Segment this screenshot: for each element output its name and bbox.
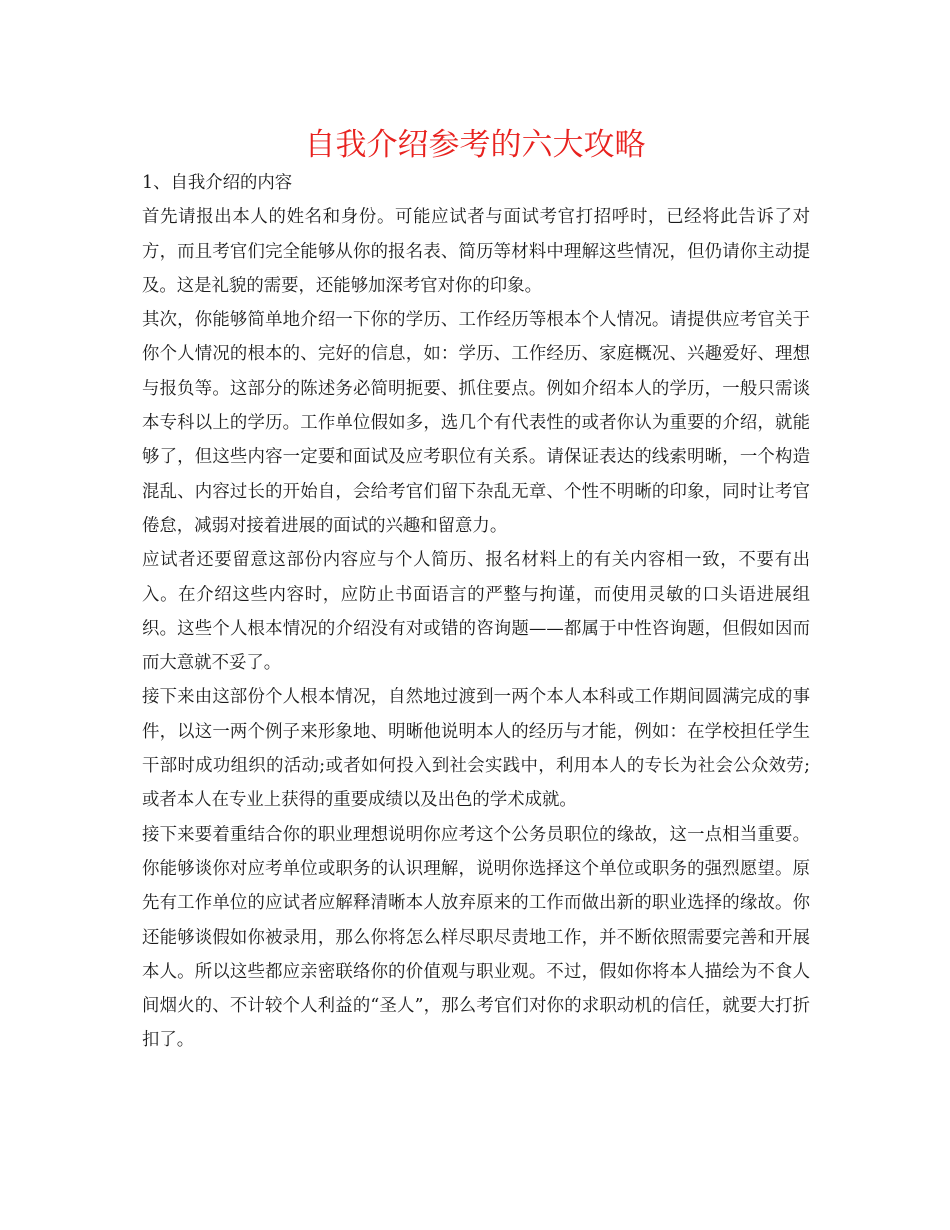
section-heading: 1、自我介绍的内容 [142, 173, 293, 193]
paragraph-name-identity: 首先请报出本人的姓名和身份。可能应试者与面试考官打招呼时，已经将此告诉了对方，而且考官们完全能够从你的报名表、简历等材料中理解这些情况，但仍请你主动提及。这是礼貌的需要，还能够加深考官对你的印象。 [142, 207, 810, 296]
paragraph-motivation: 接下来要着重结合你的职业理想说明你应考这个公务员职位的缘故，这一点相当重要。你能够谈你对应考单位或职务的认识理解，说明你选择这个单位或职务的强烈愿望。原先有工作单位的应试者应解释清晰本人放弃原来的工作而做出新的职业选择的缘故。你还能够谈假如你被录用，那么你将怎么样尽职尽责地工作，并不断依照需要完善和开展本人。所以这些都应亲密联络你的价值观与职业观。不过，假如你将本人描绘为不食人间烟火的、不计较个人利益的“圣人”，那么考官们对你的求职动机的信任，就要大打折扣了。 [142, 824, 810, 1051]
document-title: 自我介绍参考的六大攻略 [304, 127, 646, 163]
paragraph-background: 其次，你能够简单地介绍一下你的学历、工作经历等根本个人情况。请提供应考官关于你个人情况的根本的、完好的信息，如：学历、工作经历、家庭概况、兴趣爱好、理想与报负等。这部分的陈述务必简明扼要、抓住要点。例如介绍本人的学历，一般只需谈本专科以上的学历。工作单位假如多，选几个有代表性的或者你认为重要的介绍，就能够了，但这些内容一定要和面试及应考职位有关系。请保证表达的线索明晰，一个构造混乱、内容过长的开始自，会给考官们留下杂乱无章、个性不明晰的印象，同时让考官倦怠，减弱对接着进展的面试的兴趣和留意力。 [142, 310, 810, 536]
document-body [142, 166, 810, 1058]
paragraph-examples: 接下来由这部份个人根本情况，自然地过渡到一两个本人本科或工作期间圆满完成的事件，以这一两个例子来形象地、明晰他说明本人的经历与才能，例如：在学校担任学生干部时成功组织的活动;或者如何投入到社会实践中，利用本人的专长为社会公众效劳;或者本人在专业上获得的重要成绩以及出色的学术成就。 [142, 687, 810, 811]
paragraph-consistency: 应试者还要留意这部份内容应与个人简历、报名材料上的有关内容相一致，不要有出入。在介绍这些内容时，应防止书面语言的严整与拘谨，而使用灵敏的口头语进展组织。这些个人根本情况的介绍没有对或错的咨询题——都属于中性咨询题，但假如因而而大意就不妥了。 [142, 550, 810, 674]
